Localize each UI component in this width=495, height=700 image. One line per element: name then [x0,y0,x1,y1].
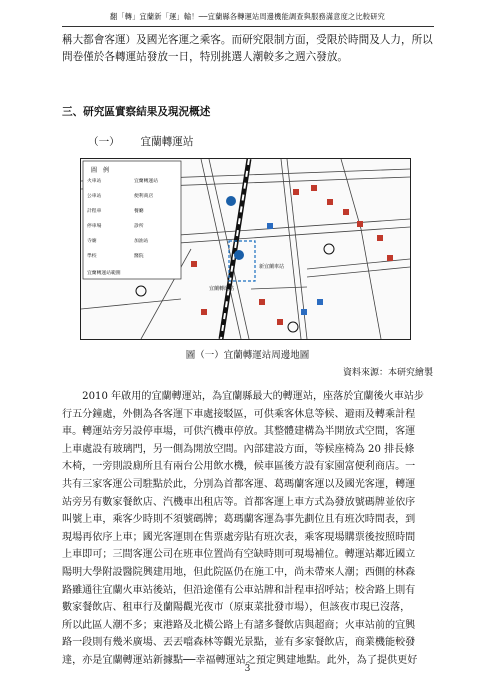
body-line: 共有三家客運公司駐點於此，分別為首都客運、葛瑪蘭客運以及國光客運，轉運 [62,478,416,490]
body-line: 車。轉運站旁另設停車場，可供汽機車停放。其整體建構為半開放式空間，客運 [62,426,416,438]
body-line: 陽明大學附設醫院興建用地，但此院區仍在施工中，尚未帶來人潮；西側的林森 [62,566,416,578]
header-rule [62,26,434,27]
subsection-heading [88,134,194,149]
legend-item: 計程車 [87,209,102,214]
body-line: 行五分鐘處，外側為各客運下車處接駁區，可供乘客休息等候、避雨及轉乘計程 [62,408,416,420]
station-map [80,158,411,340]
body-paragraph [62,388,434,670]
body-line: 2010 年啟用的宜蘭轉運站，為宜蘭縣最大的轉運站，座落於宜蘭後火車站步 [62,391,424,402]
map-label-transfer-station: 宜蘭轉運站 [209,286,235,292]
running-header: 翻「轉」宜蘭新「運」輸！──宜蘭縣各轉運站周邊機能調查與服務滿意度之比較研究 [109,12,385,21]
intro-line: 問卷僅於各轉運站發放一日，特別挑選人潮較多之週六發放。 [62,51,349,63]
legend-item: 醫院 [134,254,144,259]
body-line: 木椅，一旁則設廁所且有兩台公用飲水機，候車區後方設有家園富便利商店。一 [62,461,416,473]
page-number: 3 [244,664,251,674]
body-line: 站旁另有數家餐飲店、汽機車出租店等。首都客運上車方式為發放號碼牌並依序 [62,496,416,508]
body-line: 達，亦是宜蘭轉運站新據點──幸福轉運站之預定興建地點。此外，為了提供更好 [62,654,418,666]
body-line: 現場再依序上車；國光客運則在售票處旁貼有班次表，乘客現場購票後按照時間 [62,531,416,543]
legend-item: 餐廳 [134,209,144,214]
legend-item: 診所 [134,224,144,229]
intro-paragraph [62,32,434,66]
body-line: 上車處設有玻璃門，另一側為開放空間。內部建設方面，等候座椅為 20 排長條 [62,443,415,455]
legend-item: 宜蘭轉運站 [134,179,158,184]
legend-item: 火車站 [87,179,102,184]
legend-items [87,177,179,259]
legend-item: 便利商店 [134,194,154,199]
subsection-title: 宜蘭轉運站 [140,136,194,148]
legend-item: 學校 [87,254,97,259]
legend-item: 寺廟 [87,239,97,244]
legend-extra: 宜蘭轉運站範圍 [87,271,121,276]
figure-source: 資料來源：本研究繪製 [342,368,433,378]
body-line: 路一段則有幾米廣場、丟丟噹森林等觀光景點，並有多家餐飲店，商業機能較發 [62,637,416,649]
section-title: 三、研究區實察結果及現況概述 [62,106,211,118]
legend-item: 加油站 [134,239,149,244]
body-line: 所以此區人潮不多；東港路及北橫公路上有諸多餐飲店與超商；火車站前的宜興 [62,619,416,631]
body-line: 叫號上車，乘客少時則不須號碼牌；葛瑪蘭客運為事先劃位且有班次時間表，到 [62,514,416,526]
map-label-new-station: 新宜蘭車站 [259,264,285,270]
intro-line: 稱大都會客運）及國光客運之乘客。而研究限制方面，受限於時間及人力，所以 [62,34,433,46]
legend-item: 公車站 [87,194,102,199]
body-line: 路雖通往宜蘭火車站後站，但沿途僅有公車站牌和計程車招呼站；校舍路上則有 [62,584,416,596]
body-line: 上車即可；三間客運公司在班車位置尚有空缺時則可現場補位。轉運站鄰近國立 [62,549,416,561]
legend-item: 停車場 [87,224,102,229]
figure-caption: 圖（一）宜蘭轉運站周邊地圖 [185,350,310,361]
legend-title: 圖 例 [91,167,110,174]
subsection-number: （一） [88,136,120,148]
body-line: 數家餐飲店、租車行及蘭陽觀光夜市（原東菜批發市場），但該夜市現已沒落， [62,602,411,614]
